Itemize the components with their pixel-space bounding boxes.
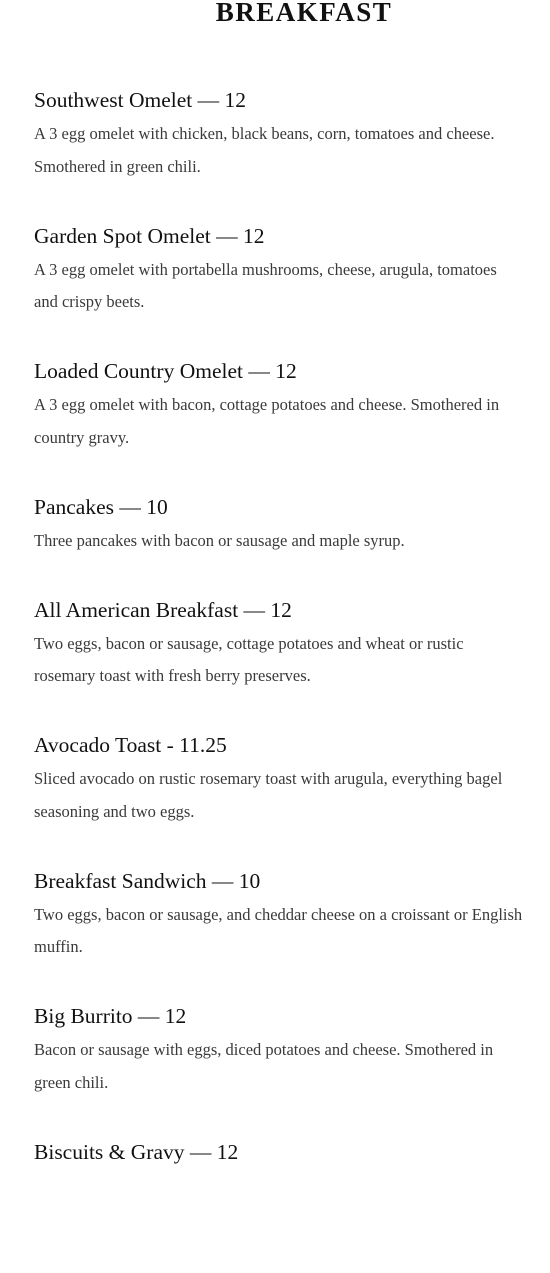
item-name: Avocado Toast - 11.25 [34, 731, 524, 759]
menu-item-southwest-omelet [34, 86, 524, 222]
item-name: Southwest Omelet — 12 [34, 86, 524, 114]
item-name: Biscuits & Gravy — 12 [34, 1138, 524, 1166]
menu-item-biscuits-and-gravy [34, 1138, 524, 1273]
item-name: Big Burrito — 12 [34, 1002, 524, 1030]
section-title: BREAKFAST [0, 0, 550, 32]
menu-item-loaded-country-omelet [34, 357, 524, 493]
item-name: Loaded Country Omelet — 12 [34, 357, 524, 385]
item-description: Two eggs, bacon or sausage, cottage potatoes and wheat or rustic rosemary toast with fresh berry preserves. [34, 628, 524, 693]
item-name: Pancakes — 10 [34, 493, 524, 521]
menu-list [34, 86, 524, 1273]
menu-item-avocado-toast [34, 731, 524, 867]
item-name: All American Breakfast — 12 [34, 596, 524, 624]
item-description: Bacon or sausage with eggs, diced potatoes and cheese. Smothered in green chili. [34, 1034, 524, 1099]
item-name: Garden Spot Omelet — 12 [34, 222, 524, 250]
item-description: Two eggs, bacon or sausage, and cheddar cheese on a croissant or English muffin. [34, 899, 524, 964]
menu-item-all-american-breakfast [34, 596, 524, 732]
menu-item-big-burrito [34, 1002, 524, 1138]
item-description: Sliced avocado on rustic rosemary toast with arugula, everything bagel seasoning and two eggs. [34, 763, 524, 828]
item-description: A 3 egg omelet with chicken, black beans, corn, tomatoes and cheese. Smothered in green chili. [34, 118, 524, 183]
item-description: A 3 egg omelet with portabella mushrooms, cheese, arugula, tomatoes and crispy beets. [34, 254, 524, 319]
item-description: A 3 egg omelet with bacon, cottage potatoes and cheese. Smothered in country gravy. [34, 389, 524, 454]
item-description: Three pancakes with bacon or sausage and maple syrup. [34, 525, 524, 558]
menu-item-garden-spot-omelet [34, 222, 524, 358]
menu-item-pancakes [34, 493, 524, 596]
menu-item-breakfast-sandwich [34, 867, 524, 1003]
item-name: Breakfast Sandwich — 10 [34, 867, 524, 895]
